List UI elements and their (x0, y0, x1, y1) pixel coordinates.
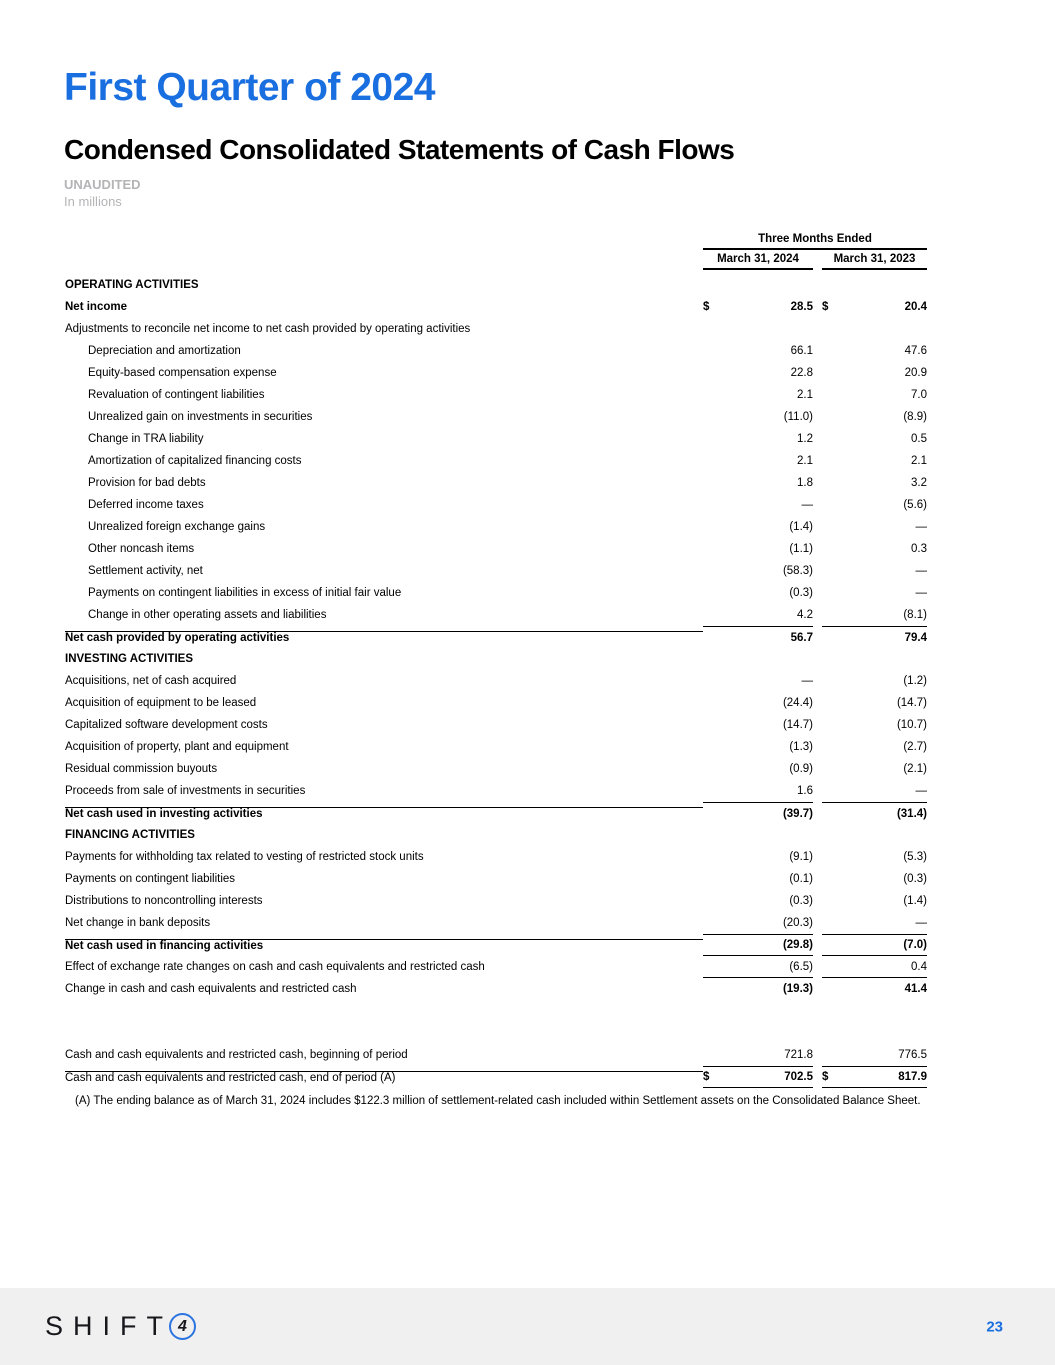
value: (24.4) (782, 697, 813, 709)
row-value-2024 (703, 296, 813, 318)
table-row (65, 494, 927, 516)
row-value-2024 (703, 956, 813, 978)
row-value-2023 (822, 450, 927, 472)
row-value-2023 (822, 692, 927, 714)
value: 0.4 (911, 960, 927, 973)
row-value-2024 (703, 516, 813, 538)
value: (19.3) (782, 983, 813, 995)
row-label: Change in cash and cash equivalents and restricted cash (65, 983, 357, 995)
row-value-2024 (703, 912, 813, 934)
footnote: (A) The ending balance as of March 31, 2024 includes $122.3 million of settlement-related cash included within Settlement assets on the Consolidated Balance Sheet. (75, 1095, 921, 1107)
row-value-2024 (703, 670, 813, 692)
value: — (915, 587, 927, 599)
row-label: Acquisitions, net of cash acquired (65, 675, 237, 687)
row-value-2023 (822, 736, 927, 758)
row-value-2023 (822, 912, 927, 934)
value: (1.1) (789, 543, 813, 555)
row-value-2023 (822, 362, 927, 384)
value: 56.7 (790, 631, 813, 644)
table-row (65, 802, 927, 824)
units-label: In millions (64, 194, 122, 209)
value: 721.8 (784, 1049, 813, 1061)
row-label: Unrealized gain on investments in securities (88, 411, 313, 423)
row-value-2023 (822, 758, 927, 780)
spacer-row (65, 1000, 927, 1044)
section-header-row (65, 648, 927, 670)
value: 1.6 (797, 785, 813, 797)
row-value-2023 (822, 428, 927, 450)
table-row (65, 868, 927, 890)
row-value-2024 (703, 384, 813, 406)
value: (0.3) (903, 873, 927, 885)
row-value-2023 (822, 538, 927, 560)
row-value-2023 (822, 714, 927, 736)
row-value-2023 (822, 472, 927, 494)
dollar-sign: $ (703, 1071, 710, 1083)
table-row (65, 516, 927, 538)
value: 2.1 (911, 455, 927, 467)
value: (5.3) (903, 851, 927, 863)
value: 22.8 (790, 367, 813, 379)
table-row (65, 428, 927, 450)
table-row (65, 318, 927, 340)
row-label: Net cash used in financing activities (65, 939, 703, 952)
value: 28.5 (790, 301, 813, 313)
row-label: Capitalized software development costs (65, 719, 268, 731)
row-value-2024 (703, 274, 813, 296)
row-value-2023 (822, 978, 927, 1000)
row-value-2024 (703, 692, 813, 714)
table-row (65, 296, 927, 318)
table-row (65, 934, 927, 956)
table-row (65, 714, 927, 736)
row-value-2024 (703, 450, 813, 472)
value: (14.7) (896, 697, 927, 709)
page-number: 23 (986, 1318, 1003, 1335)
row-label: Net change in bank deposits (65, 917, 211, 929)
row-label: OPERATING ACTIVITIES (65, 279, 199, 291)
value: (20.3) (782, 917, 813, 929)
value: (1.3) (789, 741, 813, 753)
row-value-2023 (822, 582, 927, 604)
column-header-2023: March 31, 2023 (822, 253, 927, 270)
row-value-2023 (822, 274, 927, 296)
row-value-2024 (703, 802, 813, 824)
table-row (65, 604, 927, 626)
row-value-2023 (822, 494, 927, 516)
value: 79.4 (904, 631, 927, 644)
value: 776.5 (898, 1049, 927, 1061)
row-value-2023 (822, 846, 927, 868)
value: 2.1 (797, 389, 813, 401)
dollar-sign: $ (822, 1071, 829, 1083)
value: 1.8 (797, 477, 813, 489)
table-row (65, 472, 927, 494)
value: (1.4) (903, 895, 927, 907)
value: — (801, 499, 813, 511)
row-value-2024 (703, 890, 813, 912)
value: — (801, 675, 813, 687)
value: 3.2 (911, 477, 927, 489)
table-row (65, 538, 927, 560)
row-label: Payments for withholding tax related to vesting of restricted stock units (65, 851, 424, 863)
row-value-2023 (822, 1066, 927, 1088)
row-value-2024 (703, 1044, 813, 1066)
value: — (915, 917, 927, 929)
row-label: Adjustments to reconcile net income to net cash provided by operating activities (65, 323, 471, 335)
value: 0.5 (911, 433, 927, 445)
value: (14.7) (782, 719, 813, 731)
row-label: Unrealized foreign exchange gains (88, 521, 266, 533)
row-value-2024 (703, 934, 813, 956)
row-label: Proceeds from sale of investments in securities (65, 785, 306, 797)
table-row (65, 1066, 927, 1088)
table-row (65, 384, 927, 406)
row-label: Payments on contingent liabilities in excess of initial fair value (88, 587, 402, 599)
table-row (65, 978, 927, 1000)
section-header-row (65, 274, 927, 296)
row-label: Payments on contingent liabilities (65, 873, 236, 885)
value: (0.3) (789, 587, 813, 599)
row-value-2024 (703, 582, 813, 604)
row-value-2024 (703, 648, 813, 670)
table-row (65, 912, 927, 934)
value: (31.4) (896, 807, 927, 820)
table-period-header-row (65, 233, 927, 250)
row-value-2023 (822, 670, 927, 692)
row-value-2023 (822, 604, 927, 626)
value: (0.1) (789, 873, 813, 885)
table-row (65, 670, 927, 692)
row-value-2024 (703, 736, 813, 758)
row-value-2023 (822, 340, 927, 362)
unaudited-label: UNAUDITED (64, 177, 141, 192)
table-column-header-row (65, 253, 927, 270)
value: (2.1) (903, 763, 927, 775)
logo-word: SHIFT (45, 1311, 173, 1341)
table-row (65, 758, 927, 780)
row-value-2024 (703, 494, 813, 516)
value: (2.7) (903, 741, 927, 753)
row-value-2024 (703, 868, 813, 890)
row-label: Effect of exchange rate changes on cash and cash equivalents and restricted cash (65, 961, 485, 973)
value: 7.0 (911, 389, 927, 401)
row-label: Other noncash items (88, 543, 195, 555)
row-label: Equity-based compensation expense (88, 367, 277, 379)
table-row (65, 692, 927, 714)
row-value-2023 (822, 384, 927, 406)
value: 66.1 (790, 345, 813, 357)
statement-title: Condensed Consolidated Statements of Cash Flows (64, 134, 735, 165)
logo-circle-4-icon (169, 1313, 196, 1340)
table-row (65, 450, 927, 472)
row-label: FINANCING ACTIVITIES (65, 829, 195, 841)
row-value-2024 (703, 340, 813, 362)
row-value-2024 (703, 824, 813, 846)
value: 20.9 (904, 367, 927, 379)
row-value-2023 (822, 1044, 927, 1066)
row-value-2023 (822, 956, 927, 978)
row-value-2024 (703, 318, 813, 340)
row-label: Settlement activity, net (88, 565, 203, 577)
value: (11.0) (783, 411, 813, 423)
row-value-2023 (822, 648, 927, 670)
row-label: Amortization of capitalized financing costs (88, 455, 302, 467)
section-header-row (65, 824, 927, 846)
row-label: Change in TRA liability (88, 433, 204, 445)
page-title: First Quarter of 2024 (64, 66, 435, 109)
value: (8.9) (903, 411, 927, 423)
table-row (65, 780, 927, 802)
row-value-2024 (703, 604, 813, 626)
value: (58.3) (782, 565, 813, 577)
table-row (65, 626, 927, 648)
value: 20.4 (904, 301, 927, 313)
value: 4.2 (797, 609, 813, 621)
row-label: Acquisition of property, plant and equipment (65, 741, 289, 753)
table-row (65, 560, 927, 582)
row-label: Change in other operating assets and liabilities (88, 609, 327, 621)
row-label: Net cash provided by operating activities (65, 631, 703, 644)
table-row (65, 362, 927, 384)
value: 0.3 (911, 543, 927, 555)
row-label: Revaluation of contingent liabilities (88, 389, 265, 401)
row-value-2023 (822, 626, 927, 648)
value: — (915, 785, 927, 797)
row-value-2024 (703, 714, 813, 736)
shift4-logo (45, 1311, 196, 1342)
value: (5.6) (903, 499, 927, 511)
value: (1.4) (789, 521, 813, 533)
value: 1.2 (797, 433, 813, 445)
row-value-2023 (822, 560, 927, 582)
row-label: Depreciation and amortization (88, 345, 241, 357)
row-value-2023 (822, 780, 927, 802)
row-label: Net cash used in investing activities (65, 807, 703, 820)
row-value-2023 (822, 934, 927, 956)
row-value-2024 (703, 362, 813, 384)
table-row (65, 956, 927, 978)
value: 2.1 (797, 455, 813, 467)
row-value-2024 (703, 560, 813, 582)
row-value-2024 (703, 846, 813, 868)
value: (9.1) (789, 851, 813, 863)
row-label: Net income (65, 301, 127, 313)
row-value-2023 (822, 802, 927, 824)
dollar-sign: $ (703, 301, 710, 313)
row-label: INVESTING ACTIVITIES (65, 653, 194, 665)
row-label: Acquisition of equipment to be leased (65, 697, 257, 709)
row-value-2024 (703, 780, 813, 802)
dollar-sign: $ (822, 301, 829, 313)
row-value-2024 (703, 406, 813, 428)
table-row (65, 582, 927, 604)
period-header: Three Months Ended (703, 233, 927, 250)
value: (29.8) (782, 939, 813, 951)
value: — (915, 521, 927, 533)
value: (1.2) (903, 675, 927, 687)
value: 817.9 (898, 1071, 927, 1083)
table-row (65, 846, 927, 868)
value: (10.7) (896, 719, 927, 731)
value: 47.6 (904, 345, 927, 357)
table-row (65, 406, 927, 428)
row-value-2023 (822, 516, 927, 538)
row-value-2023 (822, 296, 927, 318)
row-label: Deferred income taxes (88, 499, 204, 511)
row-label: Cash and cash equivalents and restricted cash, beginning of period (65, 1049, 408, 1061)
row-value-2024 (703, 472, 813, 494)
value: 702.5 (784, 1071, 813, 1083)
table-row (65, 736, 927, 758)
row-value-2024 (703, 1066, 813, 1088)
row-value-2024 (703, 978, 813, 1000)
row-value-2023 (822, 824, 927, 846)
value: (6.5) (789, 960, 813, 973)
table-row (65, 340, 927, 362)
row-value-2024 (703, 538, 813, 560)
row-label: Provision for bad debts (88, 477, 206, 489)
column-header-2024: March 31, 2024 (703, 253, 813, 270)
value: 41.4 (904, 983, 927, 995)
row-label: Cash and cash equivalents and restricted cash, end of period (A) (65, 1071, 703, 1084)
page-footer (0, 1288, 1055, 1365)
row-label: Distributions to noncontrolling interests (65, 895, 263, 907)
row-label: Residual commission buyouts (65, 763, 218, 775)
value: (7.0) (903, 939, 927, 951)
row-value-2024 (703, 758, 813, 780)
value: — (915, 565, 927, 577)
value: (0.9) (789, 763, 813, 775)
table-body (65, 274, 927, 1088)
logo-digit: 4 (178, 1317, 187, 1335)
row-value-2023 (822, 406, 927, 428)
row-value-2024 (703, 428, 813, 450)
value: (8.1) (903, 609, 927, 621)
value: (0.3) (789, 895, 813, 907)
row-value-2023 (822, 318, 927, 340)
table-row (65, 890, 927, 912)
cash-flow-table (65, 233, 927, 1088)
row-value-2023 (822, 868, 927, 890)
row-value-2023 (822, 890, 927, 912)
table-row (65, 1044, 927, 1066)
row-value-2024 (703, 626, 813, 648)
value: (39.7) (782, 807, 813, 820)
